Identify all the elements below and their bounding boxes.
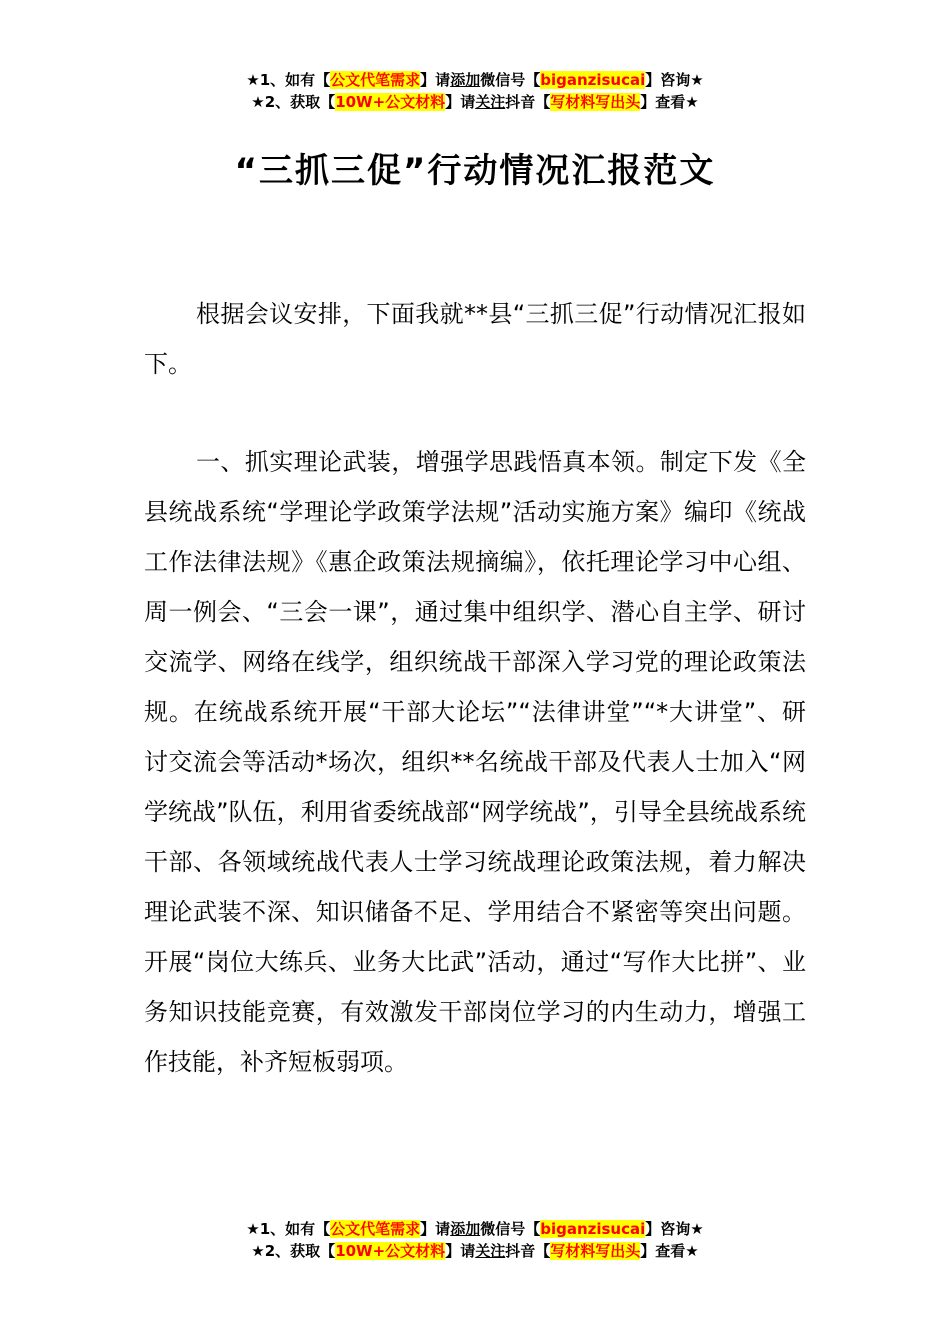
ad-highlight: 10W+公文材料 <box>335 93 446 111</box>
ad-line-1: ★1、如有【公文代笔需求】请添加微信号【biganzisucai】咨询★ <box>246 1220 704 1238</box>
paragraph-intro: 根据会议安排，下面我就**县“三抓三促”行动情况汇报如下。 <box>144 300 806 378</box>
ad-highlight: 公文代笔需求 <box>330 71 421 89</box>
ad-douyin-id: 写材料写出头 <box>550 1242 641 1260</box>
header-ad <box>0 69 950 113</box>
document-title: “三抓三促”行动情况汇报范文 <box>234 151 716 191</box>
ad-highlight: 公文代笔需求 <box>330 1220 421 1238</box>
paragraph-section-1: 一、抓实理论武装，增强学思践悟真本领。制定下发《全县统战系统“学理论学政策学法规”活动实施方案》编印《统战工作法律法规》《惠企政策法规摘编》，依托理论学习中心组、周一例会、“三会一课”，通过集中组织学、潜心自主学、研讨交流学、网络在线学，组织统战干部深入学习党的理论政策法规。在统战系统开展“干部大论坛”“法律讲堂”“*大讲堂”、研讨交流会等活动*场次，组织**名统战干部及代表人士加入“网学统战”队伍，利用省委统战部“网学统战”，引导全县统战系统干部、各领域统战代表人士学习统战理论政策法规，着力解决理论武装不深、知识储备不足、学用结合不紧密等突出问题。开展“岗位大练兵、业务大比武”活动，通过“写作大比拼”、业务知识技能竞赛，有效激发干部岗位学习的内生动力，增强工作技能，补齐短板弱项。 <box>144 448 806 1076</box>
ad-highlight: 10W+公文材料 <box>335 1242 446 1260</box>
ad-line-2: ★2、获取【10W+公文材料】请关注抖音【写材料写出头】查看★ <box>251 93 699 111</box>
ad-douyin-id: 写材料写出头 <box>550 93 641 111</box>
ad-wechat-id: biganzisucai <box>540 1220 646 1238</box>
ad-line-1: ★1、如有【公文代笔需求】请添加微信号【biganzisucai】咨询★ <box>246 71 704 89</box>
ad-wechat-id: biganzisucai <box>540 71 646 89</box>
footer-ad <box>0 1218 950 1262</box>
ad-line-2: ★2、获取【10W+公文材料】请关注抖音【写材料写出头】查看★ <box>251 1242 699 1260</box>
